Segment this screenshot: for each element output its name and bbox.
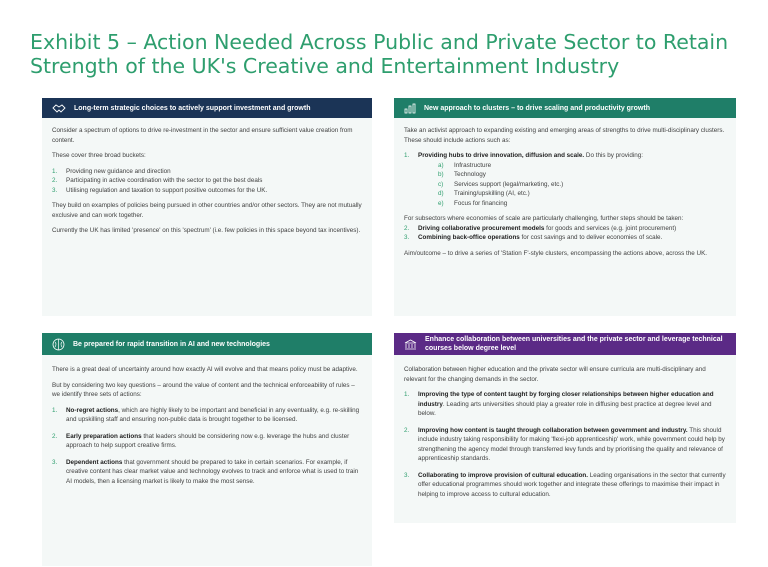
list-item: e) Focus for financing <box>438 199 508 207</box>
list-item: c) Services support (legal/marketing, etc.) <box>438 180 564 188</box>
paragraph: Collaboration between higher education and the private sector will ensure curricula are multi-disciplinary and relevant for the changing demands in the sector. <box>404 366 706 383</box>
list-item: 2. Improving how content is taught through collaboration between government and industry. This should include industry taking responsibility for making 'flexi-job apprenticeship' work, while government could help by strengthening the agency model through transferred levy funds and by prioritising the quality and relevance of apprenticeship standards. <box>404 426 725 462</box>
list-item: 3. Combining back-office operations for cost savings and to deliver economies of scale. <box>404 234 663 241</box>
list-item: 2. Driving collaborative procurement models for goods and services (e.g. joint procurement) <box>404 224 677 232</box>
panel-title: Long-term strategic choices to actively support investment and growth <box>74 104 311 112</box>
panel-header <box>42 333 372 355</box>
paragraph: But by considering two key questions – around the value of content and the technical enforceability of rules – we identify three sets of actions: <box>52 381 355 398</box>
list-item: b) Technology <box>438 171 486 178</box>
list-item: 1. Providing hubs to drive innovation, diffusion and scale. Do this by providing: <box>404 152 643 159</box>
handshake-icon <box>52 102 66 114</box>
university-icon <box>404 339 417 350</box>
bar-chart-icon <box>404 103 416 114</box>
list-item: 2. Participating in active coordination with the sector to get the best deals <box>52 177 263 184</box>
page-title: Exhibit 5 – Action Needed Across Public and Private Sector to Retain Strength of the UK's Creative and Entertainment Industry <box>30 30 729 78</box>
list-item: 1. No-regret actions, which are highly likely to be important and beneficial in any eventuality, e.g. re-skilling and upskilling staff and ensuring non-public data is brought together to be licensed. <box>52 406 360 423</box>
paragraph: Aim/outcome – to drive a series of 'Station F'-style clusters, encompassing the actions above, across the UK. <box>404 249 708 257</box>
paragraph: Consider a spectrum of options to drive re-investment in the sector and ensure sufficient value creation from content. <box>52 127 353 144</box>
list-item: 3. Utilising regulation and taxation to support positive outcomes for the UK. <box>52 186 268 194</box>
paragraph: They build on examples of policies being pursued in other countries and/or other sectors. They are not mutually exclusive and can work together. <box>52 202 362 219</box>
list-item: 3. Collaborating to improve provision of cultural education. Leading organisations in the sector that currently offer educational programmes should work together and integrate these offerings to maximise their impact in helping to improve access to cultural education. <box>404 471 726 498</box>
panel-universities <box>394 333 736 523</box>
list-item: 2. Early preparation actions that leaders should be considering now e.g. leverage the hubs and cluster approach to help support creative firms. <box>52 432 350 449</box>
panel-title: Be prepared for rapid transition in AI and new technologies <box>73 340 270 348</box>
paragraph: Take an activist approach to expanding existing and emerging areas of strengths to drive multi-disciplinary clusters. These should include actions such as: <box>404 127 725 144</box>
panel-header <box>394 98 736 118</box>
panel-clusters <box>394 98 736 316</box>
panel-header <box>42 98 372 118</box>
paragraph: These cover three broad buckets: <box>52 152 146 159</box>
list-item: d) Training/upskilling (AI, etc.) <box>438 190 530 197</box>
list-item: a) Infrastructure <box>438 161 492 169</box>
paragraph: For subsectors where economies of scale are particularly challenging, further steps should be taken: <box>404 215 684 222</box>
list-item: 1. Improving the type of content taught by forging closer relationships between higher education and industry. Leading arts universities should play a greater role in diffusing best practice at degree level and below. <box>404 391 714 417</box>
panel-title: New approach to clusters – to drive scaling and productivity growth <box>424 104 650 112</box>
panel-title: Enhance collaboration between universities and the private sector and leverage technical courses below degree level <box>425 336 723 352</box>
panel-header <box>394 333 736 355</box>
panel-ai-transition <box>42 333 372 566</box>
brain-icon <box>52 338 65 351</box>
paragraph: Currently the UK has limited 'presence' on this 'spectrum' (i.e. few policies in this space beyond tax incentives). <box>52 227 361 234</box>
panel-strategic-choices <box>42 98 372 316</box>
paragraph: There is a great deal of uncertainty around how exactly AI will evolve and that means policy must be adaptive. <box>52 366 358 373</box>
list-item: 3. Dependent actions that government should be prepared to take in certain scenarios. For example, if creative content has clear market value and technology evolves to track and enforce what is used to train AI models, then a licensing market is likely to make the most sense. <box>52 458 359 485</box>
list-item: 1. Providing new guidance and direction <box>52 167 171 175</box>
